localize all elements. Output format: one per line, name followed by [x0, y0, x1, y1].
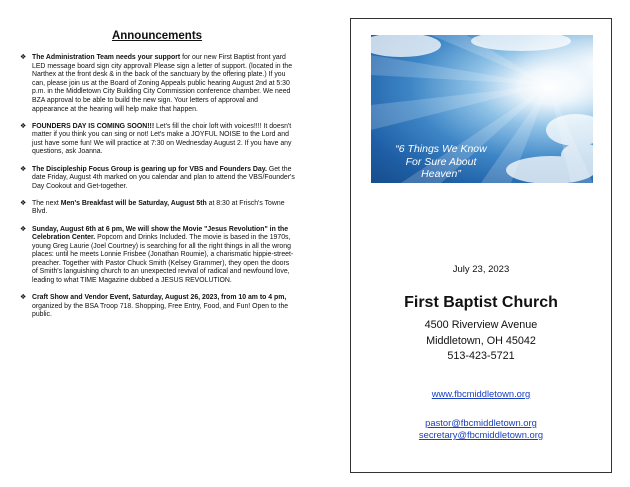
list-item: [18, 294, 296, 320]
announcement-heading: The Discipleship Focus Group is gearing up for VBS and Founders Day.: [32, 165, 267, 173]
bulletin-cover: [350, 18, 612, 473]
diamond-bullet-icon: ❖: [20, 294, 27, 302]
bulletin-date: July 23, 2023: [452, 264, 510, 275]
diamond-bullet-icon: ❖: [20, 199, 27, 207]
sky-hero-image: [371, 35, 593, 183]
list-item: [18, 166, 296, 192]
secretary-email-link[interactable]: secretary@fbcmiddletown.org: [418, 429, 544, 440]
list-item: [18, 54, 296, 114]
announcement-text: Let's fill the choir loft with voices!!!! It doesn't matter if you think you can sing or not! Let's make a JOYFUL NOISE to the Lord and just have some fun! We will practice at 7:30 on Wednesday August 2. If you have any questions, ask Joanna.: [32, 122, 292, 156]
announcement-text: at 8:30 at Frisch's Towne Blvd.: [32, 199, 285, 216]
announcements-list: [18, 54, 296, 320]
list-item: [18, 123, 296, 157]
announcement-text: Get the date Friday, August 4th marked on you calendar and plan to attend the VBS/Founder's Day Cookout and Get-together.: [32, 165, 295, 190]
pastor-email-link[interactable]: pastor@fbcmiddletown.org: [425, 417, 537, 428]
announcement-heading: Men's Breakfast will be Saturday, August 5th: [60, 199, 207, 207]
list-item: [18, 226, 296, 286]
announcement-heading: FOUNDERS DAY IS COMING SOON!!!: [32, 122, 155, 130]
announcement-prefix: The next: [32, 199, 61, 207]
church-name: First Baptist Church: [404, 294, 558, 311]
phone-number: 513-423-5721: [447, 350, 515, 362]
announcements-panel: [18, 30, 296, 328]
address-city: Middletown, OH 45042: [426, 334, 536, 347]
website-link[interactable]: www.fbcmiddletown.org: [431, 388, 531, 399]
announcement-heading: Craft Show and Vendor Event, Saturday, August 26, 2023, from 10 am to 4 pm,: [32, 294, 287, 302]
announcement-text: Popcorn and Drinks Included. The movie is based in the 1970s, young Greg Laurie (Joel Courtney) is searching for all the right things in all the wrong places: until he meets Lonnie Frisbee (Jonathan Roumie), a charismatic hippie-street-preacher. Together with Pastor Chuck Smith (Kelsey Grammer), they open the doors of Smith's languishing church to an unexpected revival of radical and newfound love, leading to what TIME Magazine dubbed a JESUS REVOLUTION.: [32, 234, 294, 285]
announcement-text: for our new First Baptist front yard LED message board sign city approval! Please sign a letter of support. (located in the Narthex at the front desk & in the back of the sanctuary by the offering plate.) If you can, please join us at the Board of Zoning Appeals public hearing August 2nd at 5:30 p.m. in the Middletown City Building City Commission conference chamber. We need BZA approval to be able to build the new sign. Your letters of approval and appearance at the hearing will help make that happen.: [32, 54, 293, 113]
diamond-bullet-icon: ❖: [20, 122, 27, 130]
sermon-title: “6 Things We Know For Sure About Heaven”: [395, 143, 487, 180]
diamond-bullet-icon: ❖: [20, 165, 27, 173]
announcement-text: organized by the BSA Troop 718. Shopping, Free Entry, Food, and Fun! Open to the public.: [32, 302, 289, 319]
list-item: [18, 200, 296, 217]
announcement-heading: Sunday, August 6th at 6 pm, We will show the Movie "Jesus Revolution" in the Celebration Center.: [32, 225, 289, 242]
announcement-heading: The Administration Team needs your support: [32, 54, 181, 61]
diamond-bullet-icon: ❖: [20, 54, 27, 61]
diamond-bullet-icon: ❖: [20, 225, 27, 233]
announcements-title: Announcements: [111, 30, 203, 42]
address-street: 4500 Riverview Avenue: [424, 319, 538, 331]
church-address: [351, 318, 611, 365]
